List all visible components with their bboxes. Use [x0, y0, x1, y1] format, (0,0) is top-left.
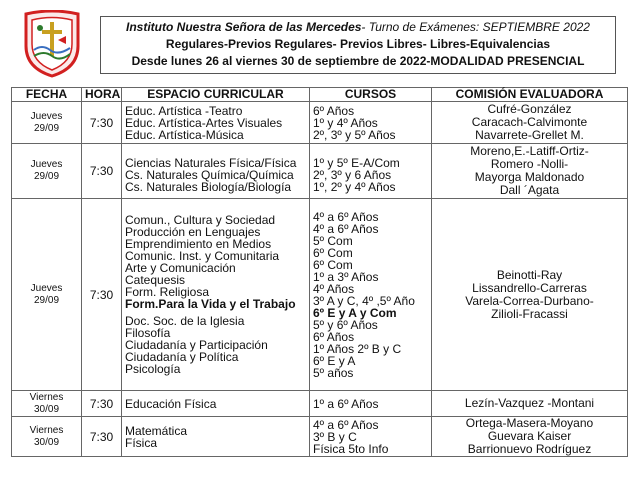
espacio-item: Form. Religiosa	[125, 285, 210, 299]
hora-cell: 7:30	[82, 199, 122, 391]
curso-item: 4º a 6º Años	[313, 417, 379, 432]
table-row	[12, 417, 628, 457]
comision-item: Cufré-González	[487, 102, 572, 116]
comision-cell	[432, 102, 628, 144]
espacio-item: Comunic. Inst. y Comunitaria	[125, 249, 280, 263]
espacio-item: Educ. Artística-Música	[125, 127, 244, 142]
header-cursos: CURSOS	[310, 88, 432, 102]
cursos-cell	[310, 102, 432, 144]
espacio-item: Psicología	[125, 362, 181, 376]
comision-item: Navarrete-Grellet M.	[475, 128, 584, 142]
curso-item: 1º a 6º Años	[313, 396, 379, 411]
comision-item: Beinotti-Ray	[496, 267, 563, 282]
espacio-cell	[122, 417, 310, 457]
comision-item: Moreno,E.-Latiff-Ortiz-	[470, 144, 589, 158]
espacio-item: Arte y Comunicación	[125, 261, 236, 275]
cursos-cell	[310, 391, 432, 417]
espacio-item: Ciencias Naturales Física/Física	[125, 155, 297, 170]
comision-cell	[432, 391, 628, 417]
espacio-item: Cs. Naturales Química/Química	[125, 167, 294, 182]
espacio-item: Educación Física	[125, 396, 217, 411]
espacio-item: Producción en Lenguajes	[125, 225, 261, 239]
espacio-cell	[122, 391, 310, 417]
curso-item: 6º Com	[313, 245, 353, 260]
institute-name: Instituto Nuestra Señora de las Mercedes	[126, 20, 362, 34]
espacio-item: Emprendimiento en Medios	[125, 237, 272, 251]
fecha-cell	[12, 102, 82, 144]
curso-item: 2º, 3º y 5º Años	[313, 127, 396, 142]
table-row	[12, 391, 628, 417]
espacio-item: Catequesis	[125, 273, 186, 287]
espacio-item: Form.Para la Vida y el Trabajo	[125, 297, 296, 311]
fecha-date: 30/09	[33, 403, 60, 415]
hora-cell: 7:30	[82, 391, 122, 417]
cursos-cell	[310, 417, 432, 457]
fecha-cell	[12, 144, 82, 199]
fecha-cell	[12, 199, 82, 391]
comision-item: Varela-Correa-Durbano-	[465, 293, 594, 308]
exam-schedule-table	[11, 87, 628, 457]
hora-cell: 7:30	[82, 144, 122, 199]
comision-item: Lezín-Vazquez -Montani	[464, 396, 595, 410]
fecha-day: Jueves	[30, 282, 63, 294]
curso-item: 5º años	[313, 365, 354, 380]
comision-item: Lissandrello-Carreras	[472, 280, 587, 295]
espacio-item: Doc. Soc. de la Iglesia	[125, 314, 245, 328]
header-institute-line	[101, 19, 615, 36]
espacio-item: Ciudadanía y Política	[125, 350, 239, 364]
espacio-item: Educ. Artística -Teatro	[125, 103, 243, 118]
school-crest-logo	[20, 10, 84, 78]
school-crest-icon	[20, 10, 84, 78]
curso-item: 3º A y C, 4º ,5º Año	[313, 293, 415, 308]
comision-item: Ortega-Masera-Moyano	[465, 416, 594, 430]
comision-item: Guevara Kaiser	[487, 429, 572, 443]
curso-item: 5º Com	[313, 233, 353, 248]
curso-item: 1º Años 2º B y C	[313, 341, 402, 356]
espacio-item: Cs. Naturales Biología/Biología	[125, 179, 292, 194]
espacio-item: Educ. Artística-Artes Visuales	[125, 115, 283, 130]
header-hora: HORA	[82, 88, 122, 102]
espacio-cell	[122, 199, 310, 391]
fecha-day: Jueves	[30, 159, 63, 170]
curso-item: 6º E y A	[313, 353, 356, 368]
comision-item: Dall ´Agata	[499, 183, 560, 197]
curso-item: 1º y 5º E-A/Com	[313, 155, 400, 170]
curso-item: 1º y 4º Años	[313, 115, 378, 130]
curso-item: 4º a 6º Años	[313, 209, 379, 224]
comision-cell	[432, 144, 628, 199]
comision-item: Barrionuevo Rodríguez	[467, 442, 592, 456]
comision-item: Romero -Nolli-	[490, 157, 569, 171]
fecha-cell	[12, 391, 82, 417]
exam-types: Regulares-Previos Regulares- Previos Libres- Libres-Equivalencias	[165, 37, 551, 51]
curso-item: 5º y 6º Años	[313, 317, 378, 332]
espacio-item: Ciudadanía y Participación	[125, 338, 268, 352]
cursos-cell	[310, 144, 432, 199]
espacio-item: Comun., Cultura y Sociedad	[125, 213, 276, 227]
curso-item: 1º a 3º Años	[313, 269, 379, 284]
table-row	[12, 199, 628, 391]
espacio-cell	[122, 102, 310, 144]
curso-item: 2º, 3º y 6 Años	[313, 167, 392, 182]
comision-item: Zilioli-Fracassi	[491, 306, 568, 321]
fecha-day: Viernes	[29, 391, 64, 403]
curso-item: 6º E y A y Com	[313, 305, 397, 320]
curso-item: 6º Com	[313, 257, 353, 272]
fecha-date: 29/09	[33, 122, 60, 134]
curso-item: 4º a 6º Años	[313, 221, 379, 236]
comision-cell	[432, 199, 628, 391]
comision-cell	[432, 417, 628, 457]
curso-item: 4º Años	[313, 281, 355, 296]
hora-cell: 7:30	[82, 417, 122, 457]
exam-dates: Desde lunes 26 al viernes 30 de septiembre de 2022-MODALIDAD PRESENCIAL	[131, 54, 585, 68]
fecha-day: Viernes	[29, 424, 64, 436]
curso-item: 1º, 2º y 4º Años	[313, 179, 396, 194]
hora-cell: 7:30	[82, 102, 122, 144]
espacio-item: Filosofía	[125, 326, 171, 340]
header-comision: COMISIÓN EVALUADORA	[432, 88, 628, 102]
curso-item: Física 5to Info	[313, 441, 389, 456]
table-row	[12, 144, 628, 199]
exam-period: - Turno de Exámenes: SEPTIEMBRE 2022	[361, 20, 590, 34]
fecha-cell	[12, 417, 82, 457]
table-header-row	[12, 88, 628, 102]
curso-item: 6º Años	[313, 329, 355, 344]
espacio-cell	[122, 144, 310, 199]
exam-header-box	[100, 16, 616, 74]
comision-item: Mayorga Maldonado	[474, 170, 585, 184]
cursos-cell	[310, 199, 432, 391]
curso-item: 3º B y C	[313, 429, 357, 444]
espacio-item: Matemática	[125, 423, 188, 438]
header-fecha: FECHA	[12, 88, 82, 102]
header-espacio-curricular: ESPACIO CURRICULAR	[122, 88, 310, 102]
curso-item: 6º Años	[313, 103, 355, 118]
espacio-item: Física	[125, 435, 158, 450]
fecha-day: Jueves	[30, 110, 63, 122]
fecha-date: 29/09	[33, 294, 60, 306]
comision-item: Caracach-Calvimonte	[471, 115, 588, 129]
fecha-date: 29/09	[33, 171, 60, 182]
fecha-date: 30/09	[33, 436, 60, 448]
table-row	[12, 102, 628, 144]
